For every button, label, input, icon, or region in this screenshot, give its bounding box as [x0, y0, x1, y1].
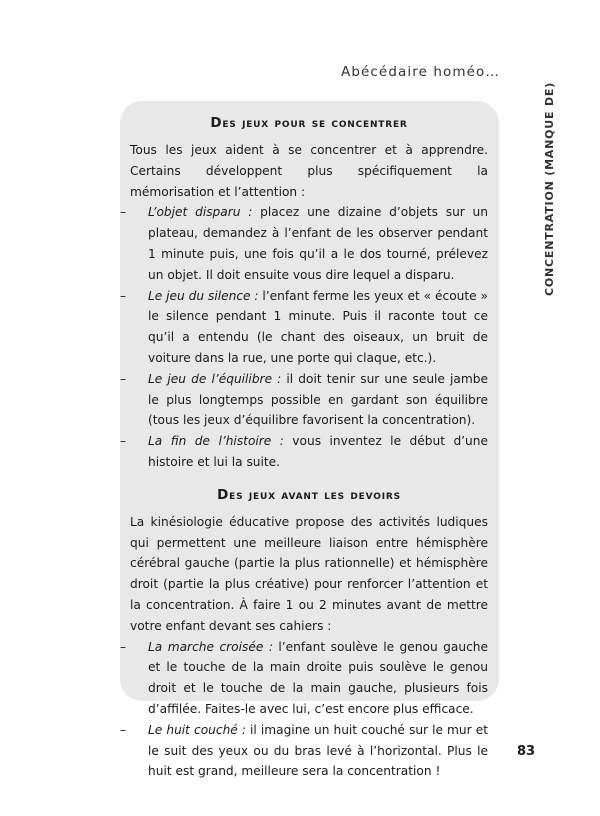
list-item — [120, 720, 488, 782]
list-item — [120, 286, 488, 369]
list-dash: – — [120, 205, 127, 220]
section2-list — [120, 637, 488, 783]
item-text: vous inventez le début d’une histoire et lui la suite. — [148, 434, 488, 469]
section2-intro: La kinésiologie éducative propose des activités ludiques qui permettent une meilleure liaison entre hémisphère cérébral gauche (partie la plus rationnelle) et hémisphère droit (partie la plus créative) pour renforcer l’attention et la concentration. À faire 1 ou 2 minutes avant de mettre votre enfant devant ses cahiers : — [130, 514, 488, 633]
item-label: Le jeu du silence : — [148, 288, 259, 303]
section2-title: Des jeux avant les devoirs — [217, 486, 401, 503]
item-label: La fin de l’histoire : — [148, 434, 284, 449]
item-label: L’objet disparu : — [148, 205, 253, 220]
item-label: La marche croisée : — [148, 639, 273, 654]
list-item — [120, 637, 488, 720]
item-text: placez une dizaine d’objets sur un plateau, demandez à l’enfant de les observer pendant 1 minute puis, une fois qu’il a le dos tourné, prélevez un objet. Il doit ensuite vous dire lequel a disparu. — [148, 205, 489, 282]
side-tab-label: CONCENTRATION (MANQUE DE) — [543, 81, 556, 296]
page-number: 83 — [517, 744, 536, 759]
item-label: Le huit couché : — [148, 722, 246, 737]
list-item — [120, 431, 488, 473]
section1-title: Des jeux pour se concentrer — [210, 115, 408, 131]
item-text: l’enfant ferme les yeux et « écoute » le silence pendant 1 minute. Puis il raconte tout ce qu’il a entendu (le chant des oiseaux, un bruit de voiture dans la rue, une porte qui claque, etc.). — [148, 288, 488, 365]
running-head: Abécédaire homéo… — [340, 64, 500, 80]
list-dash: – — [120, 639, 127, 654]
section1-intro: Tous les jeux aident à se concentrer et à apprendre. Certains développent plus spécifiquement la mémorisation et l’attention : — [130, 143, 488, 199]
content-box-inner — [120, 115, 489, 782]
list-item — [120, 369, 488, 431]
side-tab — [543, 81, 557, 296]
list-dash: – — [120, 722, 127, 737]
list-dash: – — [120, 288, 127, 303]
item-text: il imagine un huit couché sur le mur et le suit des yeux ou du bras levé à l’horizontal. Plus le huit est grand, meilleure sera la concentration ! — [148, 722, 488, 779]
section1-list — [120, 202, 489, 472]
item-text: l’enfant soulève le genou gauche et le touche de la main droite puis soulève le genou droit et le touche de la main gauche, plusieurs fois d’affilée. Faites-le avec lui, c’est encore plus efficace. — [148, 639, 488, 716]
list-dash: – — [120, 371, 127, 386]
item-text: il doit tenir sur une seule jambe le plus longtemps possible en gardant son équilibre (tous les jeux d’équilibre favorisent la concentration). — [148, 371, 488, 428]
list-item — [120, 202, 489, 285]
content-box — [120, 101, 499, 779]
item-label: Le jeu de l’équilibre : — [148, 371, 282, 386]
list-dash: – — [120, 434, 127, 449]
